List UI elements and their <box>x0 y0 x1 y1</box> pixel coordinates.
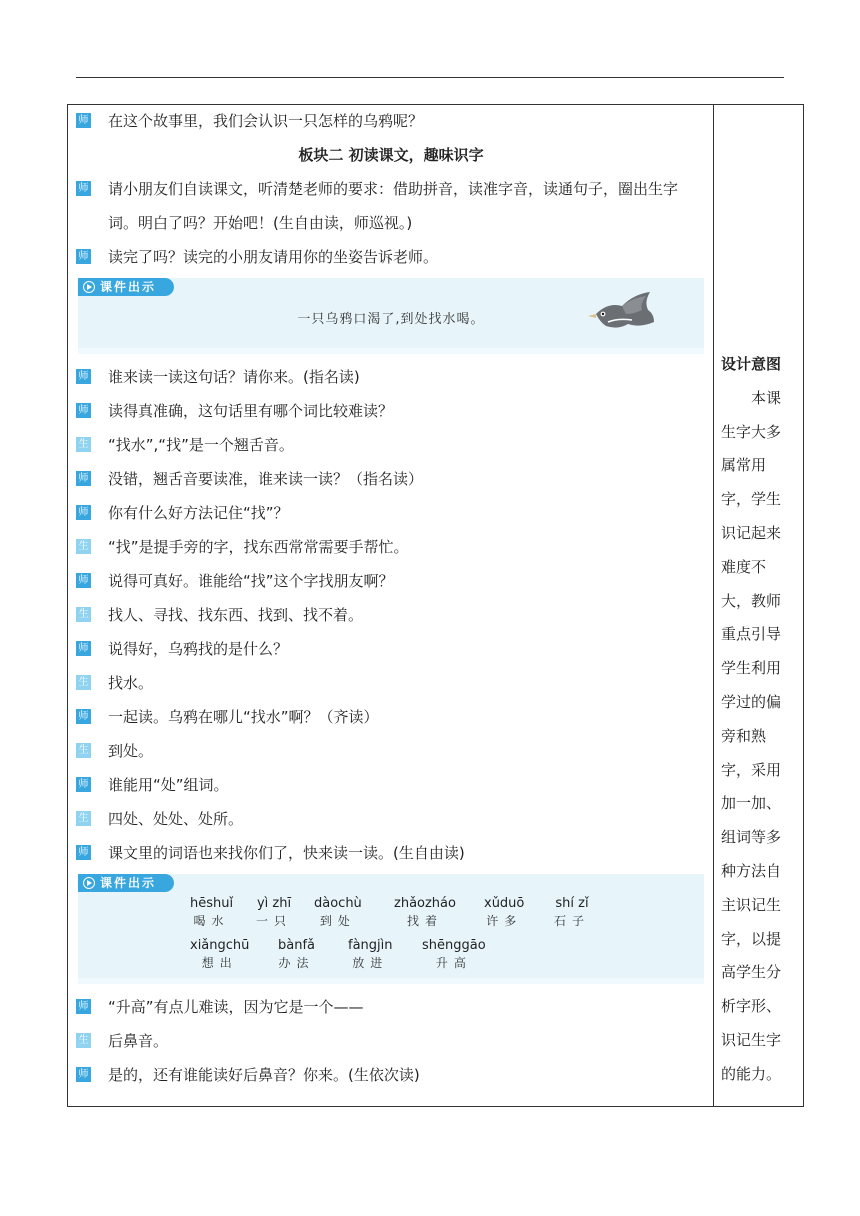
pinyin-word <box>348 938 393 972</box>
pinyin-text: shí zǐ <box>555 896 589 911</box>
student-badge-icon: 生 <box>76 811 91 826</box>
teacher-line <box>76 836 706 870</box>
pinyin-word <box>394 896 456 930</box>
callout-sentence: 一只乌鸦口渴了,到处找水喝。 <box>297 312 485 327</box>
courseware-label: 课件出示 <box>78 874 174 892</box>
pinyin-text: dàochù <box>314 896 362 911</box>
pinyin-word <box>554 896 590 930</box>
pinyin-word <box>278 938 315 972</box>
lesson-dialogue <box>76 104 706 1092</box>
pinyin-word <box>190 896 233 930</box>
dialogue-text: 没错，翘舌音要读准，谁来读一读？（指名读） <box>108 470 424 488</box>
pinyin-text: yì zhī <box>256 896 292 911</box>
pinyin-text: xiǎngchū <box>190 938 250 953</box>
pinyin-text: hēshuǐ <box>190 896 234 911</box>
play-icon <box>83 281 95 293</box>
dialogue-text: 请小朋友们自读课文，听清楚老师的要求：借助拼音，读准字音，读通句子，圈出生字词。明白了吗？开始吧！(生自由读，师巡视。) <box>108 180 679 232</box>
dialogue-text: 找人、寻找、找东西、找到、找不着。 <box>108 606 364 624</box>
dialogue-text: 找水。 <box>108 674 154 692</box>
hanzi-text: 许多 <box>486 914 523 928</box>
dialogue-text: 是的，还有谁能读好后鼻音？你来。(生依次读) <box>108 1066 420 1084</box>
hanzi-text: 到处 <box>319 914 356 928</box>
student-badge-icon: 生 <box>76 743 91 758</box>
teacher-badge-icon: 师 <box>76 999 91 1014</box>
teacher-badge-icon: 师 <box>76 403 91 418</box>
courseware-callout-1 <box>78 278 704 354</box>
teacher-line <box>76 700 706 734</box>
courseware-callout-2 <box>78 874 704 984</box>
teacher-badge-icon: 师 <box>76 249 91 264</box>
design-intent-text: 本课生字大多属常用字，学生识记起来难度不大，教师重点引导学生利用学过的偏旁和熟字，采用加一加、组词等多种方法自主识记生字，以提高学生分析字形、识记生字的能力。 <box>721 388 782 1083</box>
teacher-line <box>76 172 706 240</box>
student-line <box>76 1024 706 1058</box>
hanzi-text: 找着 <box>406 914 443 928</box>
dialogue-text: 说得好，乌鸦找的是什么？ <box>108 640 289 658</box>
teacher-badge-icon: 师 <box>76 1067 91 1082</box>
student-line <box>76 530 706 564</box>
teacher-badge-icon: 师 <box>76 505 91 520</box>
section-heading: 板块二 初读课文，趣味识字 <box>298 146 484 164</box>
teacher-line <box>76 360 706 394</box>
pinyin-text: zhǎozháo <box>394 896 456 911</box>
teacher-line <box>76 496 706 530</box>
column-divider <box>713 104 714 1107</box>
dialogue-text: 四处、处处、处所。 <box>108 810 244 828</box>
dialogue-text: 后鼻音。 <box>108 1032 169 1050</box>
student-badge-icon: 生 <box>76 539 91 554</box>
student-line <box>76 428 706 462</box>
student-line <box>76 666 706 700</box>
student-line <box>76 802 706 836</box>
pinyin-text: fàngjìn <box>348 938 393 953</box>
dialogue-text: 课文里的词语也来找你们了，快来读一读。(生自由读) <box>108 844 465 862</box>
dialogue-text: “升高”有点儿难读，因为它是一个—— <box>108 998 364 1016</box>
dialogue-text: “找水”,“找”是一个翘舌音。 <box>108 436 294 454</box>
dialogue-text: “找”是提手旁的字，找东西常常需要手帮忙。 <box>108 538 409 556</box>
dialogue-text: 读完了吗？读完的小朋友请用你的坐姿告诉老师。 <box>108 248 439 266</box>
teacher-line <box>76 240 706 274</box>
student-badge-icon: 生 <box>76 607 91 622</box>
student-badge-icon: 生 <box>76 1033 91 1048</box>
teacher-badge-icon: 师 <box>76 641 91 656</box>
crow-icon <box>588 288 660 334</box>
header-rule <box>76 77 784 78</box>
student-line <box>76 734 706 768</box>
teacher-line <box>76 394 706 428</box>
callout-panel <box>78 874 704 984</box>
hanzi-text: 想出 <box>201 956 238 970</box>
pinyin-word <box>314 896 362 930</box>
hanzi-text: 一只 <box>256 914 293 928</box>
dialogue-text: 说得可真好。谁能给“找”这个字找朋友啊？ <box>108 572 394 590</box>
teacher-line <box>76 1058 706 1092</box>
teacher-badge-icon: 师 <box>76 181 91 196</box>
hanzi-text: 办法 <box>278 956 315 970</box>
teacher-line <box>76 768 706 802</box>
pinyin-word <box>256 896 292 930</box>
student-badge-icon: 生 <box>76 675 91 690</box>
teacher-line <box>76 990 706 1024</box>
teacher-line <box>76 462 706 496</box>
teacher-line <box>76 564 706 598</box>
teacher-badge-icon: 师 <box>76 573 91 588</box>
courseware-label: 课件出示 <box>78 278 174 296</box>
teacher-badge-icon: 师 <box>76 777 91 792</box>
dialogue-text: 一起读。乌鸦在哪儿“找水”啊？（齐读） <box>108 708 379 726</box>
pinyin-text: shēnggāo <box>422 938 486 953</box>
pinyin-text: xǔduō <box>484 896 525 911</box>
pinyin-word <box>190 938 249 972</box>
dialogue-text: 在这个故事里，我们会认识一只怎样的乌鸦呢？ <box>108 112 424 130</box>
teacher-line <box>76 104 706 138</box>
pinyin-text: bànfǎ <box>278 938 316 953</box>
design-intent-column <box>721 348 795 1092</box>
teacher-badge-icon: 师 <box>76 709 91 724</box>
teacher-badge-icon: 师 <box>76 369 91 384</box>
dialogue-text: 谁来读一读这句话？请你来。(指名读) <box>108 368 360 386</box>
hanzi-text: 喝水 <box>193 914 230 928</box>
hanzi-text: 放进 <box>352 956 389 970</box>
pinyin-word <box>484 896 524 930</box>
dialogue-text: 读得真准确，这句话里有哪个词比较难读？ <box>108 402 394 420</box>
student-line <box>76 598 706 632</box>
hanzi-text: 石子 <box>554 914 591 928</box>
hanzi-text: 升高 <box>435 956 472 970</box>
teacher-line <box>76 632 706 666</box>
student-badge-icon: 生 <box>76 437 91 452</box>
teacher-badge-icon: 师 <box>76 113 91 128</box>
design-intent-title: 设计意图 <box>721 355 782 373</box>
teacher-badge-icon: 师 <box>76 471 91 486</box>
dialogue-text: 你有什么好方法记住“找”？ <box>108 504 289 522</box>
pinyin-word <box>422 938 486 972</box>
dialogue-text: 到处。 <box>108 742 154 760</box>
play-icon <box>83 877 95 889</box>
dialogue-text: 谁能用“处”组词。 <box>108 776 229 794</box>
teacher-badge-icon: 师 <box>76 845 91 860</box>
